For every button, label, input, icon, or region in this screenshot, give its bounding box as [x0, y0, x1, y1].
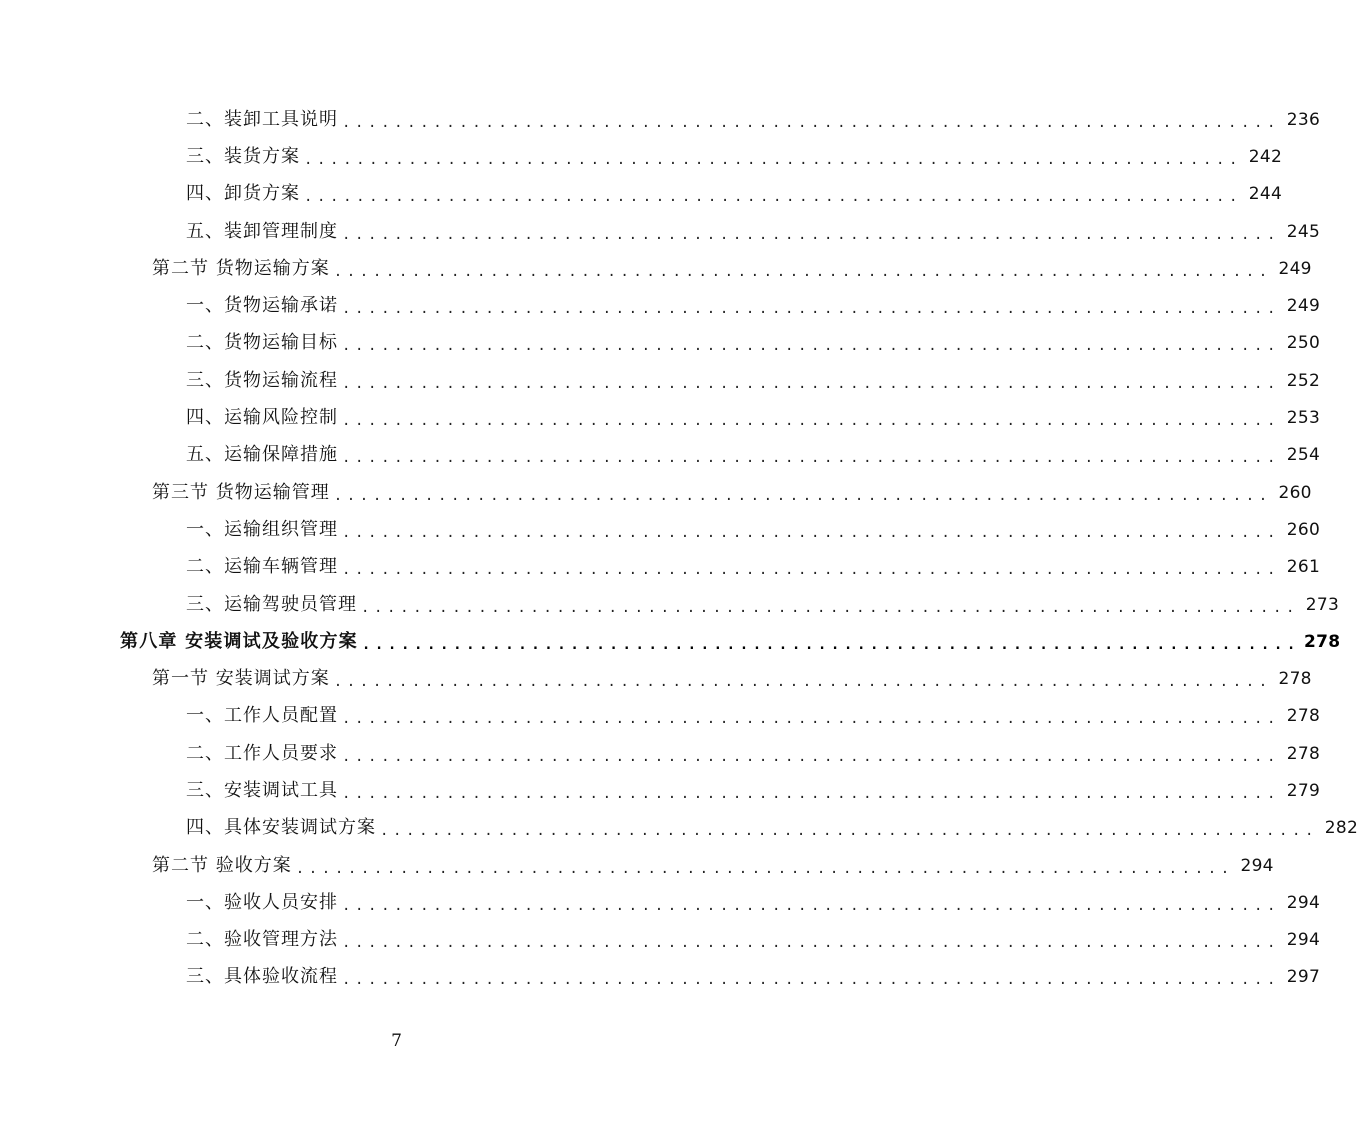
- toc-section-entry[interactable]: [0, 250, 1312, 287]
- toc-entry-title: 一、工作人员配置: [186, 705, 338, 727]
- toc-entry-title: 五、装卸管理制度: [186, 220, 338, 242]
- toc-entry-title: 二、货物运输目标: [186, 332, 338, 354]
- toc-entry-title: 第二节 货物运输方案: [152, 257, 330, 279]
- toc-chapter-entry[interactable]: [0, 623, 1341, 660]
- toc-entry-title: 三、运输驾驶员管理: [186, 593, 357, 615]
- toc-dot-leader: ........................................................................: [342, 711, 1281, 728]
- toc-dot-leader: ........................................................................: [342, 972, 1281, 989]
- toc-entry[interactable]: [0, 176, 1283, 213]
- toc-entry-title: 四、具体安装调试方案: [186, 817, 376, 839]
- toc-entry-title: 四、运输风险控制: [186, 407, 338, 429]
- toc-dot-leader: ........................................................................: [333, 263, 1272, 280]
- toc-entry-page: 297: [1286, 967, 1321, 988]
- toc-entry-title: 第三节 货物运输管理: [152, 481, 330, 503]
- toc-entry-title: 三、装货方案: [186, 145, 300, 167]
- toc-entry[interactable]: [0, 138, 1283, 175]
- table-of-contents: [0, 101, 1358, 996]
- toc-entry-title: 一、验收人员安排: [186, 891, 338, 913]
- toc-entry[interactable]: [0, 213, 1321, 250]
- toc-entry-page: 294: [1286, 930, 1321, 951]
- toc-entry-page: 278: [1286, 706, 1321, 727]
- toc-entry-title: 二、运输车辆管理: [186, 556, 338, 578]
- toc-dot-leader: ........................................................................: [333, 674, 1272, 691]
- toc-entry-title: 第一节 安装调试方案: [152, 668, 330, 690]
- toc-dot-leader: ........................................................................: [342, 226, 1281, 243]
- toc-entry[interactable]: [0, 549, 1321, 586]
- toc-dot-leader: ........................................................................: [342, 413, 1281, 430]
- toc-entry-page: 278: [1286, 743, 1321, 764]
- toc-dot-leader: ........................................................................: [295, 860, 1234, 877]
- toc-entry-page: 260: [1286, 519, 1321, 540]
- toc-entry[interactable]: [0, 772, 1321, 809]
- toc-entry-page: 282: [1324, 818, 1358, 839]
- toc-entry-title: 三、安装调试工具: [186, 779, 338, 801]
- toc-entry-page: 249: [1286, 296, 1321, 317]
- toc-entry-page: 278: [1303, 631, 1341, 652]
- toc-entry[interactable]: [0, 698, 1321, 735]
- toc-entry[interactable]: [0, 325, 1321, 362]
- toc-entry-page: 254: [1286, 445, 1321, 466]
- toc-dot-leader: ........................................................................: [342, 450, 1281, 467]
- toc-entry-page: 245: [1286, 221, 1321, 242]
- toc-entry[interactable]: [0, 101, 1321, 138]
- toc-entry-title: 第八章 安装调试及验收方案: [120, 630, 358, 652]
- toc-dot-leader: ........................................................................: [342, 338, 1281, 355]
- toc-entry-title: 第二节 验收方案: [152, 854, 292, 876]
- toc-entry[interactable]: [0, 362, 1321, 399]
- toc-entry-title: 二、验收管理方法: [186, 929, 338, 951]
- toc-entry-title: 一、货物运输承诺: [186, 295, 338, 317]
- toc-entry[interactable]: [0, 810, 1358, 847]
- toc-entry[interactable]: [0, 287, 1321, 324]
- toc-entry-page: 278: [1278, 669, 1312, 690]
- toc-entry-page: 250: [1286, 333, 1321, 354]
- toc-section-entry[interactable]: [0, 660, 1312, 697]
- toc-entry-title: 三、具体验收流程: [186, 966, 338, 988]
- toc-entry-page: 261: [1286, 557, 1321, 578]
- toc-entry[interactable]: [0, 511, 1321, 548]
- toc-entry-page: 279: [1286, 780, 1321, 801]
- toc-dot-leader: ........................................................................: [333, 487, 1272, 504]
- toc-entry-title: 三、货物运输流程: [186, 369, 338, 391]
- toc-dot-leader: ........................................................................: [361, 636, 1300, 653]
- toc-entry-page: 273: [1305, 594, 1340, 615]
- toc-dot-leader: ........................................................................: [342, 524, 1281, 541]
- toc-entry-title: 二、工作人员要求: [186, 742, 338, 764]
- page-number: 7: [391, 1031, 402, 1051]
- toc-entry-page: 294: [1286, 892, 1321, 913]
- toc-entry-page: 260: [1278, 482, 1312, 503]
- toc-dot-leader: ........................................................................: [380, 823, 1319, 840]
- toc-entry[interactable]: [0, 437, 1321, 474]
- toc-entry[interactable]: [0, 922, 1321, 959]
- toc-section-entry[interactable]: [0, 474, 1312, 511]
- toc-dot-leader: ........................................................................: [342, 375, 1281, 392]
- toc-dot-leader: ........................................................................: [342, 897, 1281, 914]
- toc-entry-page: 252: [1286, 370, 1321, 391]
- toc-dot-leader: ........................................................................: [342, 562, 1281, 579]
- toc-entry[interactable]: [0, 586, 1340, 623]
- toc-entry-page: 253: [1286, 408, 1321, 429]
- toc-dot-leader: ........................................................................: [304, 189, 1243, 206]
- toc-entry-page: 236: [1286, 109, 1321, 130]
- toc-entry[interactable]: [0, 959, 1321, 996]
- toc-entry[interactable]: [0, 399, 1321, 436]
- toc-entry-title: 五、运输保障措施: [186, 444, 338, 466]
- toc-dot-leader: ........................................................................: [342, 785, 1281, 802]
- toc-entry-page: 242: [1248, 146, 1283, 167]
- toc-entry[interactable]: [0, 884, 1321, 921]
- toc-entry-title: 四、卸货方案: [186, 183, 300, 205]
- toc-entry[interactable]: [0, 735, 1321, 772]
- toc-dot-leader: ........................................................................: [342, 935, 1281, 952]
- toc-section-entry[interactable]: [0, 847, 1274, 884]
- toc-dot-leader: ........................................................................: [342, 114, 1281, 131]
- toc-dot-leader: ........................................................................: [342, 748, 1281, 765]
- toc-entry-title: 一、运输组织管理: [186, 518, 338, 540]
- toc-entry-page: 249: [1278, 258, 1312, 279]
- toc-dot-leader: ........................................................................: [304, 151, 1243, 168]
- toc-entry-page: 244: [1248, 184, 1283, 205]
- toc-entry-page: 294: [1240, 855, 1274, 876]
- toc-dot-leader: ........................................................................: [361, 599, 1300, 616]
- toc-dot-leader: ........................................................................: [342, 301, 1281, 318]
- toc-entry-title: 二、装卸工具说明: [186, 108, 338, 130]
